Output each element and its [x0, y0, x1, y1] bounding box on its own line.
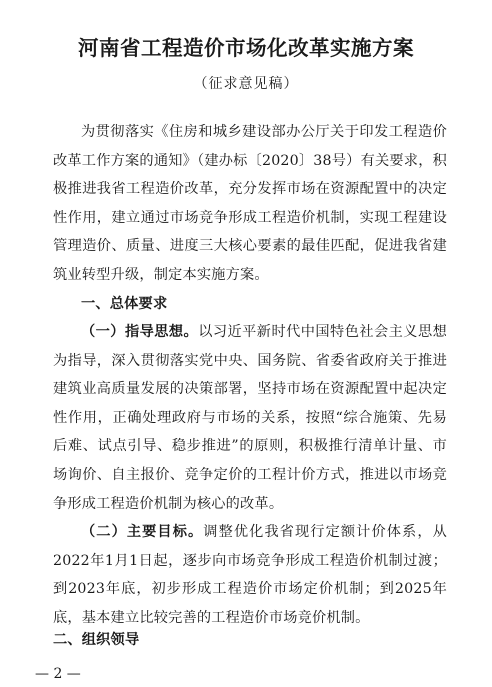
main-goals-paragraph — [53, 518, 447, 632]
section-heading-general-requirements: 一、总体要求 — [81, 296, 168, 312]
guiding-ideology-lead: （一）指导思想。 — [81, 324, 199, 340]
page-number: — 2 — — [35, 666, 81, 682]
section-heading-organization: 二、组织领导 — [53, 632, 140, 648]
main-goals-body: 调整优化我省现行定额计价体系，从2022年1月1日起，逐步向市场竞争形成工程造价机制过渡；到2023年底，初步形成工程造价市场定价机制；到2025年底，基本建立比较完善的工程造价市场竞价机制。 — [53, 524, 447, 626]
guiding-ideology-paragraph — [53, 318, 447, 518]
intro-paragraph: 为贯彻落实《住房和城乡建设部办公厅关于印发工程造价改革工作方案的通知》（建办标〔2020〕38号）有关要求，积极推进我省工程造价改革，充分发挥市场在资源配置中的决定性作用，建立通过市场竞争形成工程造价机制，实现工程建设管理造价、质量、进度三大核心要素的最佳匹配，促进我省建筑业转型升级，制定本实施方案。 — [53, 124, 447, 283]
main-goals-lead: （二）主要目标。 — [81, 524, 204, 540]
document-title: 河南省工程造价市场化改革实施方案 — [78, 36, 414, 60]
document-subtitle: （征求意见稿） — [193, 76, 299, 92]
guiding-ideology-body: 以习近平新时代中国特色社会主义思想为指导，深入贯彻落实党中央、国务院、省委省政府关于推进建筑业高质量发展的决策部署，坚持市场在资源配置中起决定性作用，正确处理政府与市场的关系，按照“综合施策、先易后难、试点引导、稳步推进”的原则，积极推行清单计量、市场询价、自主报价、竞争定价的工程计价方式，推进以市场竞争形成工程造价机制为核心的改革。 — [53, 324, 447, 512]
